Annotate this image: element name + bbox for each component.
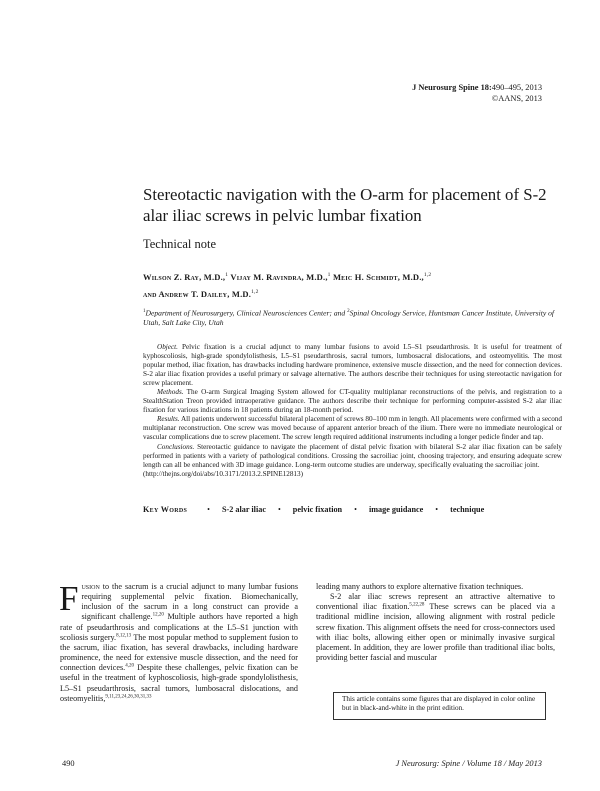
- bullet-icon: •: [435, 505, 439, 514]
- abstract-conclusions: [143, 443, 562, 470]
- keywords-label: Key Words: [143, 505, 188, 514]
- abstract-text: All patients underwent successful bilateral placement of screws 80–100 mm in length. All placements were confirmed with a second multiplanar reconstruction. One screw was moved because of apparent anterior breach of the ilium. There were no immediate neurological or vascular complications due to screw placement. The screw length required additional instruments including a longer pedicle finder and tap.: [143, 415, 562, 442]
- intro-smallcaps: usion: [81, 582, 100, 591]
- abstract-label: Methods.: [157, 388, 184, 397]
- abstract-results: [143, 415, 562, 442]
- affil-marker: 2: [347, 309, 350, 314]
- author-name: Wilson Z. Ray, M.D.,: [143, 271, 226, 282]
- running-head-citation: [412, 82, 542, 93]
- author-affil-ref: 1,2: [251, 288, 259, 295]
- keywords-bar: [143, 505, 562, 514]
- page-number: 490: [62, 759, 75, 768]
- bullet-icon: •: [207, 505, 210, 514]
- abstract-text: Pelvic fixation is a crucial adjunct to many lumbar fusions to avoid L5–S1 pseudarthrosis. It is useful for treatment of kyphoscoliosis, high-grade spondylolisthesis, L5–S1 pseudarthrosis, sacral tumors, lumbosacral dislocations, and osteomyelitis. The most popular method, iliac fixation, has drawbacks including hardware prominence, extensive muscle dissection, and the need for connection devices. S-2 alar iliac fixation provides a useful primary or salvage alternative. The authors describe their techniques for using stereotactic navigation for screw placement.: [143, 343, 563, 388]
- abstract-label: Object.: [157, 343, 178, 351]
- affiliations: [143, 307, 561, 328]
- journal-issue: J Neurosurg: Spine / Volume 18 / May 2013: [395, 759, 542, 768]
- copyright: ©AANS, 2013: [491, 94, 542, 103]
- bullet-icon: •: [277, 505, 281, 514]
- abstract-text: The O-arm Surgical Imaging System allowed for CT-quality multiplanar reconstructions of the pelvis, and registration to a StealthStation Treon provided intraoperative guidance. The authors describe their technique for performing computer-assisted S-2 alar iliac fixation for various indications in 18 patients during an 18-month period.: [143, 388, 562, 415]
- abstract-object: [143, 343, 562, 388]
- journal-citation: J Neurosurg Spine 18:: [412, 83, 492, 92]
- body-column-left: [59, 579, 298, 704]
- body-text: Despite these challenges, pelvic fixation can be useful in the treatment of kyphoscoliosis, high-grade spondylolisthesis, L5–S1 pseudarthrosis, sacral tumors, lumbosacral dislocations, and osteomyelitis,: [60, 663, 298, 703]
- affil-text: Department of Neurosurgery, Clinical Neurosciences Center; and: [145, 308, 348, 318]
- intro-paragraph: [59, 579, 298, 704]
- body-text: S-2 alar iliac screws represent an attractive alternative to conventional iliac fixation.: [316, 592, 555, 612]
- body-paragraph: [316, 592, 555, 663]
- citation-pages: 490–495, 2013: [491, 83, 542, 92]
- color-figures-notice: This article contains some figures that are displayed in color online but in black-and-white in the print edition.: [333, 692, 546, 720]
- citation-ref: 8,12,13: [116, 633, 132, 639]
- citation-ref: 5,22,28: [409, 602, 425, 608]
- author-name: Vijay M. Ravindra, M.D.,: [230, 271, 328, 282]
- citation-ref: 9,11,23,24,26,30,31,33: [105, 694, 152, 699]
- body-column-right: [316, 582, 555, 663]
- abstract-methods: [143, 388, 562, 415]
- bullet-icon: •: [354, 505, 357, 514]
- abstract-doi: (http://thejns.org/doi/abs/10.3171/2013.2.SPINE12813): [143, 469, 303, 478]
- citation-ref: 4,20: [125, 663, 134, 669]
- keyword: technique: [450, 505, 485, 514]
- drop-cap: F: [59, 579, 79, 618]
- abstract-label: Conclusions.: [157, 442, 195, 451]
- author-name: Meic H. Schmidt, M.D.,: [332, 271, 424, 282]
- keyword: pelvic fixation: [292, 505, 343, 514]
- citation-ref: 12,20: [152, 612, 164, 618]
- keyword: S-2 alar iliac: [221, 505, 266, 514]
- article-subtitle: Technical note: [143, 237, 217, 251]
- body-text: to the sacrum is a crucial adjunct to many lumbar fusions requiring supplemental pelvic fixation. Biomechanically, inclusion of the sacrum in a long construct can provide a significant challenge.: [81, 582, 298, 622]
- affil-text: Spinal Oncology Service, Huntsman Cancer Institute, University of Utah, Salt Lake City, Utah: [143, 308, 555, 328]
- keyword: image guidance: [368, 505, 424, 514]
- author-affil-ref: 1: [327, 272, 331, 278]
- abstract-text: Stereotactic guidance to navigate the placement of distal pelvic fixation with bilateral S-2 alar iliac fixation can be safely performed in patients with a variety of pathological conditions. Crossing the sacroiliac joint, choosing trajectory, and ensuring adequate screw length can all be enhanced with 3D image guidance. Long-term outcome studies are underway, specifically evaluating the sacroiliac joint.: [143, 442, 562, 469]
- body-text: Multiple authors have reported a high rate of pseudarthrosis and complications at the L5–S1 junction with scoliosis surgery.: [60, 612, 298, 642]
- author-list: [143, 268, 558, 302]
- body-text: The most popular method to supplement fusion to the sacrum, iliac fixation, has several drawbacks, including hardware prominence, the need for extensive muscle dissection, and the need for connection devices.: [60, 632, 298, 673]
- body-paragraph: leading many authors to explore alternative fixation techniques.: [316, 582, 524, 591]
- article-title: Stereotactic navigation with the O-arm for placement of S-2 alar iliac screws in pelvic lumbar fixation: [143, 185, 547, 225]
- affil-marker: 1: [143, 309, 146, 314]
- abstract: [143, 343, 562, 479]
- author-name: Andrew T. Dailey, M.D.: [158, 288, 252, 299]
- body-text: These screws can be placed via a traditional midline incision, allowing alignment with rostral pedicle screw fixation. This alignment offsets the need for cross-connectors used with iliac bolts, allowing either open or minimally invasive surgical placement. In addition, they are lower profile than traditional iliac bolts, providing better fascial and muscular: [316, 602, 555, 663]
- abstract-label: Results.: [157, 415, 180, 424]
- author-affil-ref: 1,2: [423, 272, 432, 278]
- author-conjunction: and: [143, 288, 157, 299]
- author-affil-ref: 1: [225, 272, 229, 278]
